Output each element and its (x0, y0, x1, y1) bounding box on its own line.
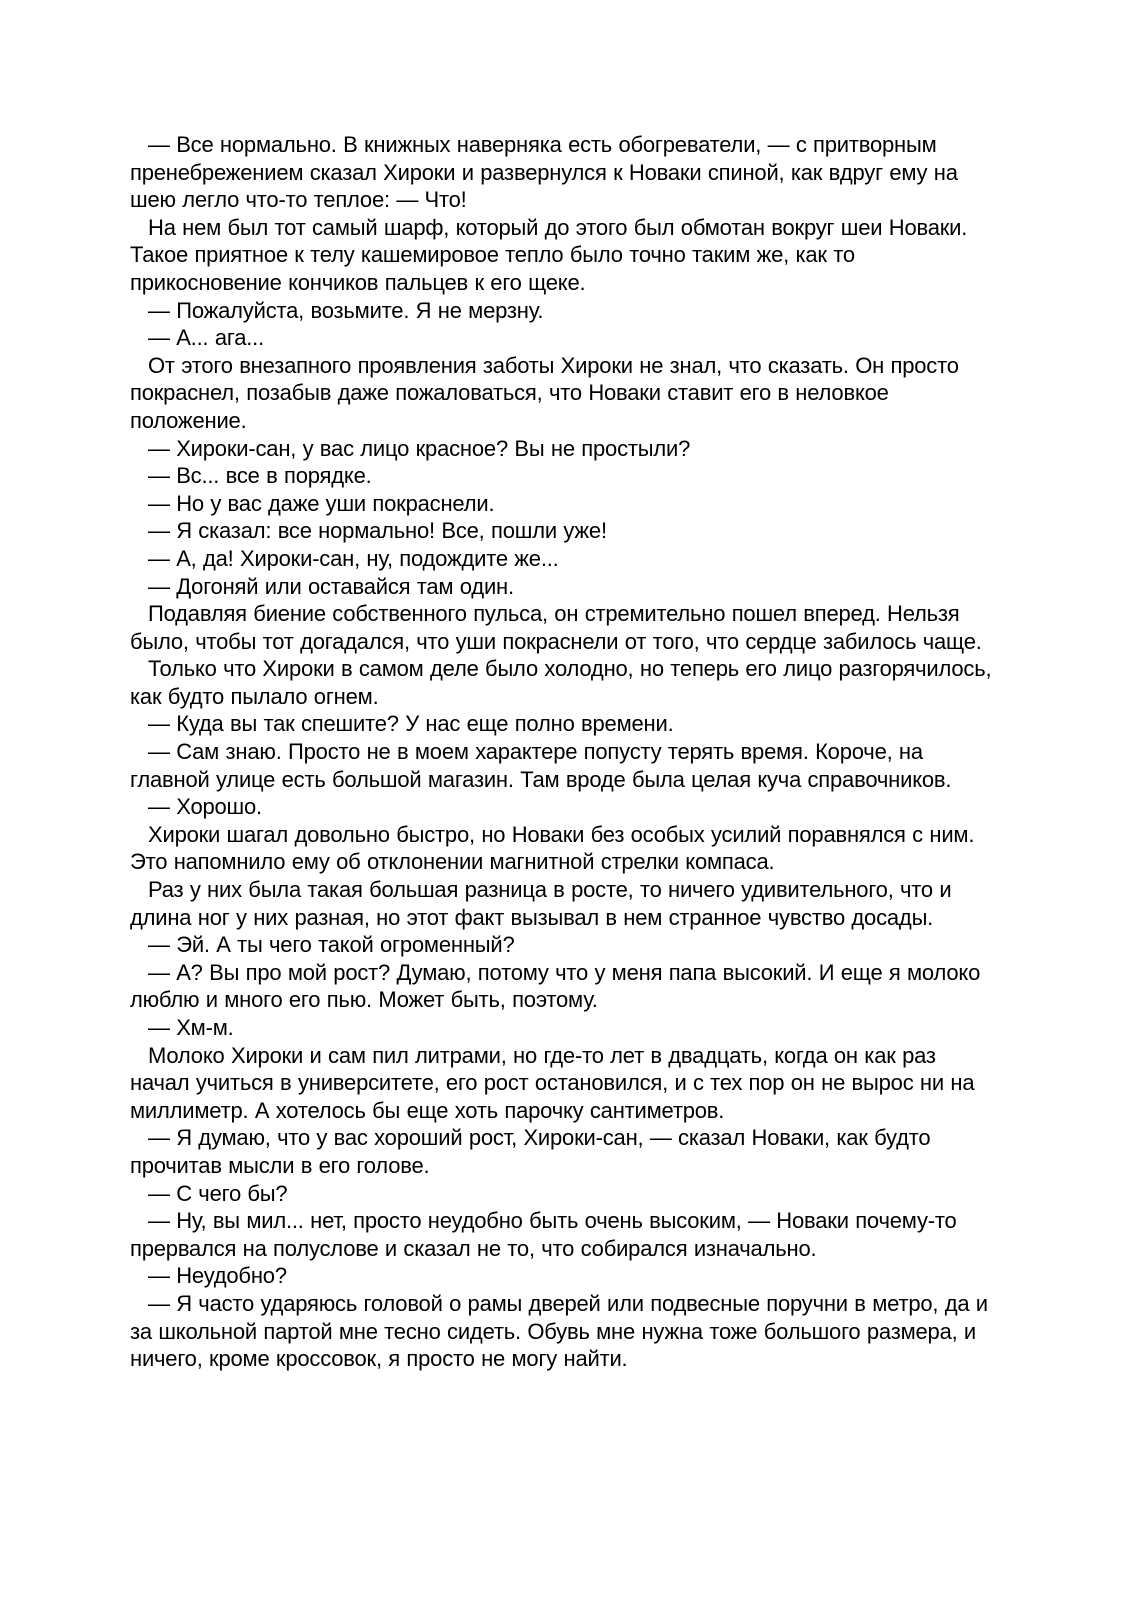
text-column (130, 131, 995, 1373)
paragraph: — Сам знаю. Просто не в моем характере попусту терять время. Короче, на главной улице есть большой магазин. Там вроде была целая куча справочников. (130, 739, 952, 792)
paragraph: — Все нормально. В книжных наверняка есть обогреватели, — с притворным пренебрежением сказал Хироки и развернулся к Новаки спиной, как вдруг ему на шею легло что-то теплое: — Что! (130, 132, 958, 213)
paragraph: — Вс... все в порядке. (148, 463, 372, 489)
paragraph: От этого внезапного проявления заботы Хироки не знал, что сказать. Он просто покраснел, позабыв даже пожаловаться, что Новаки ставит его в неловкое положение. (130, 352, 959, 433)
paragraph: — Эй. А ты чего такой огроменный? (148, 932, 515, 958)
paragraph: Только что Хироки в самом деле было холодно, но теперь его лицо разгорячилось, как будто пылало огнем. (130, 656, 992, 709)
paragraph: Хироки шагал довольно быстро, но Новаки без особых усилий поравнялся с ним. Это напомнило ему об отклонении магнитной стрелки компаса. (130, 821, 975, 875)
paragraph: Подавляя биение собственного пульса, он стремительно пошел вперед. Нельзя было, чтобы тот догадался, что уши покраснели от того, что сердце забилось чаще. (130, 601, 982, 654)
paragraph: — Хм-м. (148, 1015, 234, 1040)
paragraph: Раз у них была такая большая разница в росте, то ничего удивительного, что и длина ног у них разная, но этот факт вызывал в нем странное чувство досады. (130, 877, 952, 930)
paragraph: — Я часто ударяюсь головой о рамы дверей или подвесные поручни в метро, да и за школьной партой мне тесно сидеть. Обувь мне нужна тоже большого размера, и ничего, кроме кроссовок, я просто не могу найти. (130, 1290, 988, 1372)
paragraph: — Я думаю, что у вас хороший рост, Хироки-сан, — сказал Новаки, как будто прочитав мысли в его голове. (130, 1125, 931, 1178)
paragraph: — С чего бы? (148, 1180, 288, 1206)
paragraph: — Неудобно? (148, 1263, 287, 1289)
paragraph: На нем был тот самый шарф, который до этого был обмотан вокруг шеи Новаки. Такое приятное к телу кашемировое тепло было точно таким же, как то прикосновение кончиков пальцев к его щеке. (130, 214, 968, 295)
paragraph: — А, да! Хироки-сан, ну, подождите же... (148, 545, 559, 571)
paragraph: — А? Вы про мой рост? Думаю, потому что у меня папа высокий. И еще я молоко люблю и много его пью. Может быть, поэтому. (130, 959, 981, 1013)
paragraph: — Хорошо. (148, 794, 262, 820)
paragraph: — Я сказал: все нормально! Все, пошли уже! (148, 518, 607, 544)
paragraph: — Ну, вы мил... нет, просто неудобно быть очень высоким, — Новаки почему-то прервался на полуслове и сказал не то, что собирался изначально. (130, 1208, 957, 1261)
paragraph: — Догоняй или оставайся там один. (148, 573, 514, 599)
paragraph: — Пожалуйста, возьмите. Я не мерзну. (148, 297, 544, 323)
paragraph: — А... ага... (148, 325, 264, 351)
paragraph: — Но у вас даже уши покраснели. (148, 490, 495, 516)
paragraph: — Хироки-сан, у вас лицо красное? Вы не простыли? (148, 435, 691, 461)
paragraph: — Куда вы так спешите? У нас еще полно времени. (148, 711, 674, 737)
paragraph: Молоко Хироки и сам пил литрами, но где-то лет в двадцать, когда он как раз начал учиться в университете, его рост остановился, и с тех пор он не вырос ни на миллиметр. А хотелось бы еще хоть парочку сантиметров. (130, 1042, 975, 1123)
